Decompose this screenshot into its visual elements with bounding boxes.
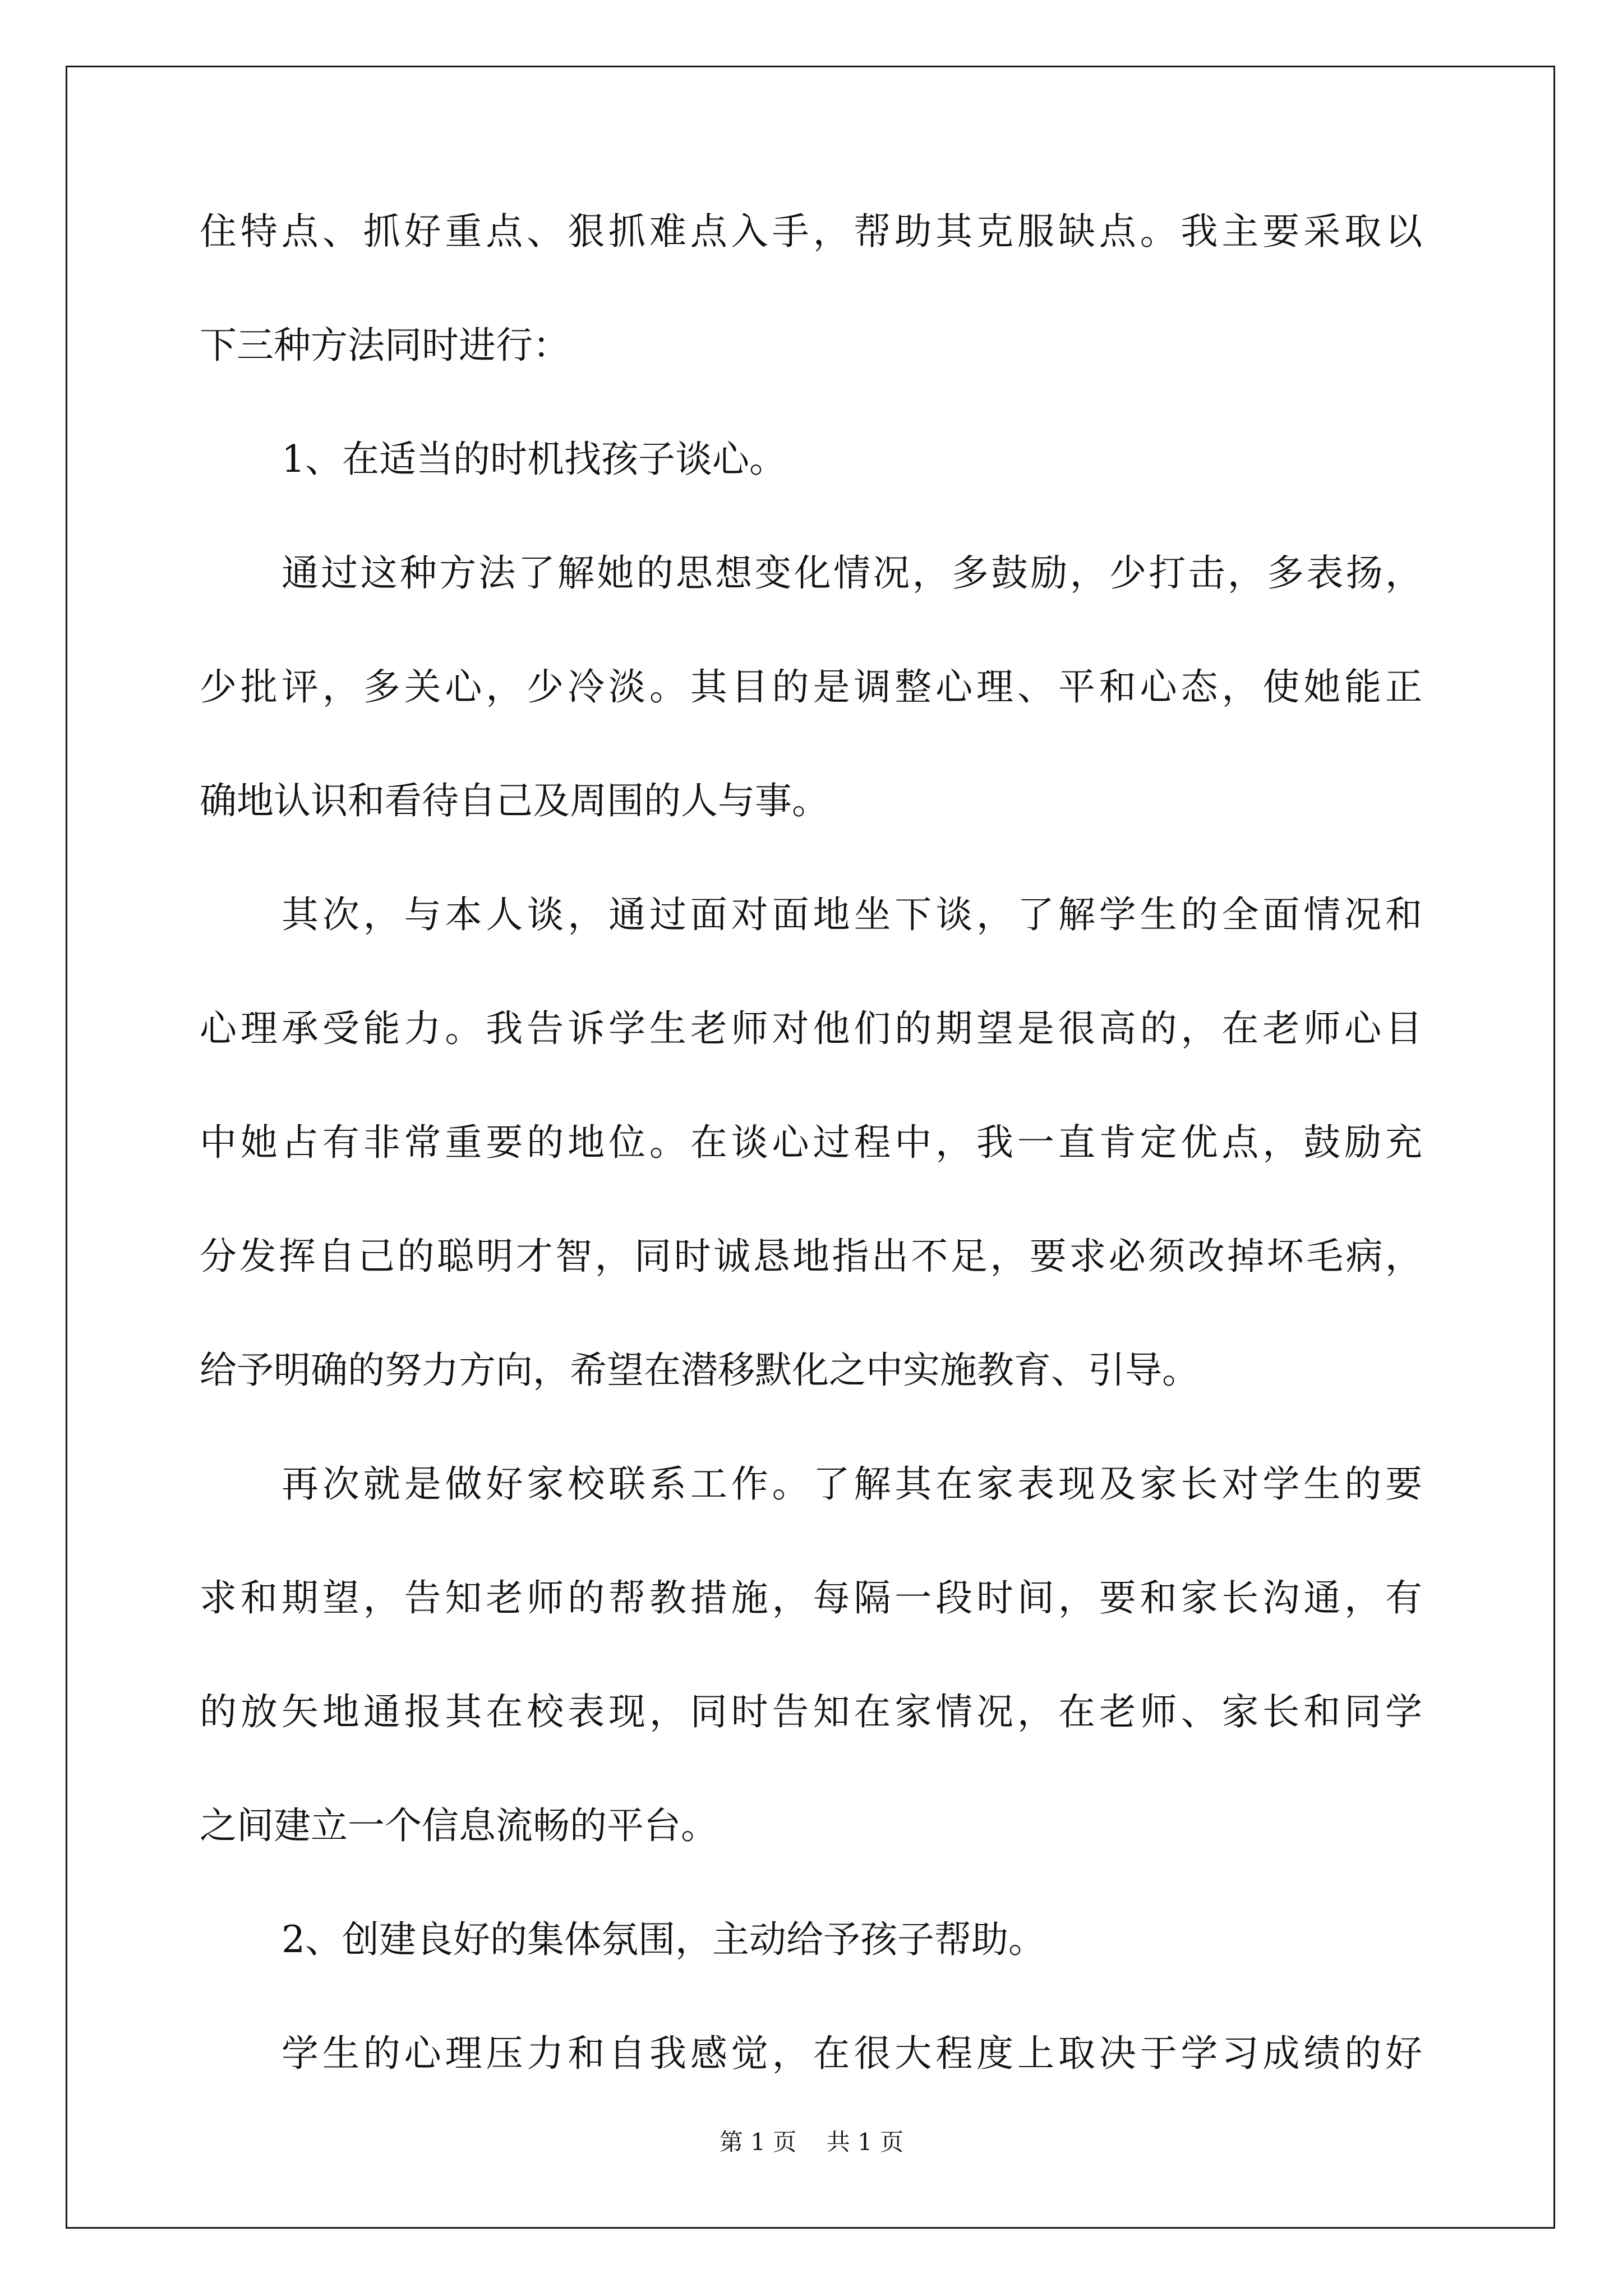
text-line: 下三种方法同时进行： — [200, 324, 570, 367]
text-line: 给予明确的努力方向，希望在潜移默化之中实施教育、引导。 — [200, 1349, 1199, 1392]
text-line: 分发挥自己的聪明才智，同时诚恳地指出不足，要求必须改掉坏毛病， — [200, 1235, 1422, 1278]
text-line: 少批评，多关心，少冷淡。其目的是调整心理、平和心态，使她能正 — [200, 665, 1422, 708]
text-line: 求和期望，告知老师的帮教措施，每隔一段时间，要和家长沟通，有 — [200, 1576, 1422, 1619]
list-item-heading: 1、在适当的时机找孩子谈心。 — [282, 438, 786, 481]
text-line: 其次，与本人谈，通过面对面地坐下谈，了解学生的全面情况和 — [282, 893, 1422, 936]
text-line: 中她占有非常重要的地位。在谈心过程中，我一直肯定优点，鼓励充 — [200, 1121, 1422, 1164]
text-line: 心理承受能力。我告诉学生老师对他们的期望是很高的，在老师心目 — [200, 1007, 1422, 1050]
list-item-heading: 2、创建良好的集体氛围，主动给予孩子帮助。 — [282, 1918, 1045, 1961]
text-line: 的放矢地通报其在校表现，同时告知在家情况，在老师、家长和同学 — [200, 1690, 1422, 1733]
text-line: 确地认识和看待自己及周围的人与事。 — [200, 779, 829, 822]
text-line: 再次就是做好家校联系工作。了解其在家表现及家长对学生的要 — [282, 1462, 1422, 1506]
page-number-footer: 第 1 页 共 1 页 — [719, 2128, 904, 2156]
text-line: 通过这种方法了解她的思想变化情况，多鼓励，少打击，多表扬， — [282, 551, 1422, 595]
text-line: 之间建立一个信息流畅的平台。 — [200, 1804, 718, 1847]
text-line: 学生的心理压力和自我感觉，在很大程度上取决于学习成绩的好 — [282, 2032, 1422, 2075]
text-line: 住特点、抓好重点、狠抓难点入手，帮助其克服缺点。我主要采取以 — [200, 210, 1422, 253]
